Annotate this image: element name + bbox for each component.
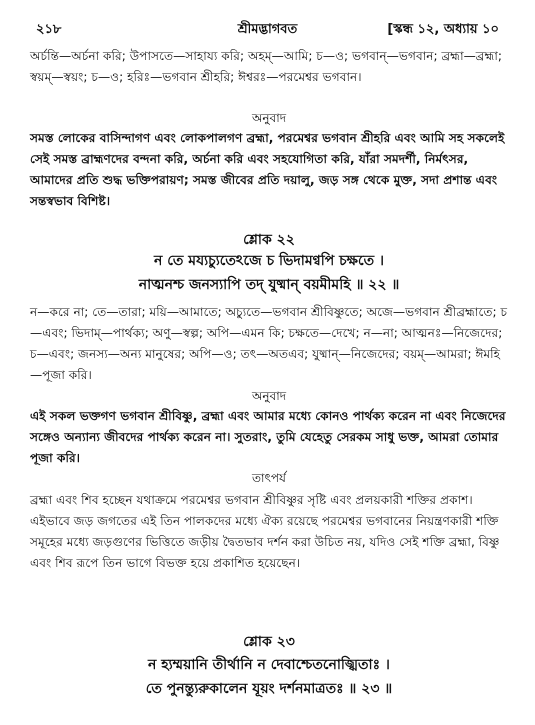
section-reference: [স্কন্ধ ১২, অধ্যায় ১০ [387, 22, 499, 37]
page-number: ২১৮ [36, 22, 62, 37]
verse-heading-22: শ্লোক ২২ [243, 232, 295, 248]
page-header [36, 20, 499, 40]
purport-heading: তাৎপর্য [252, 471, 286, 485]
synonyms-verse-21: অর্চন্তি—অর্চনা করি; উপাসতে—সাহায্য করি; অহম্—আমি; চ—ও; ভগবান্—ভগবান; ব্রহ্মা—ব্রহ্মা; স্বয়ম্—স্বয়ং; চ—ও; হরিঃ—ভগবান শ্রীহরি; ঈশ্বরঃ—পরমেশ্বর ভগবান। [30, 49, 503, 84]
translation-heading-21: অনুবাদ [251, 111, 287, 125]
translation-heading-22: অনুবাদ [251, 389, 287, 403]
book-title: শ্রীমদ্ভাগবত [237, 22, 298, 37]
verse-22-line-1: ন তে ময্যচ্যুতেঽজে চ ভিদামণ্বপি চক্ষতে । [154, 253, 384, 269]
verse-22-line-2: নাত্মনশ্চ জনস্যাপি তদ্ যুষ্মান্ বয়মীমহি ॥ ২২ ॥ [138, 277, 400, 293]
verse-23-line-1: ন হ্যম্ময়ানি তীর্থানি ন দেবাশ্চেতনোজ্ঝিতাঃ । [148, 657, 390, 673]
synonyms-verse-22: ন—করে না; তে—তারা; ময়ি—আমাতে; অচ্যুতে—ভগবান শ্রীবিষ্ণুতে; অজে—ভগবান শ্রীব্রহ্মাতে; চ—এবং; ভিদাম্—পার্থক্য; অণু—স্বল্প; অপি—এমন কি; চক্ষতে—দেখে; ন—না; আত্মনঃ—নিজেদের; চ—এবং; জনস্য—অন্য মানুষের; অপি—ও; তৎ—অতএব; যুষ্মান্—নিজেদের; বয়ম্—আমরা; ঈমহি—পূজা করি। [30, 305, 508, 382]
purport-text: ব্রহ্মা এবং শিব হচ্ছেন যথাক্রমে পরমেশ্বর ভগবান শ্রীবিষ্ণুর সৃষ্টি এবং প্রলয়কারী শক্তির প্রকাশ। এইভাবে জড় জগতের এই তিন পালকদের মধ্যে ঐক্য রয়েছে পরমেশ্বর ভগবানের নিয়ন্ত্রণকারী শক্তি সমূহের মধ্যে জড়গুণের ভিত্তিতে জড়ীয় দ্বৈতভাব দর্শন করা উচিত নয়, যদিও সেই শক্তি ব্রহ্মা, বিষ্ণু এবং শিব রূপে তিন ভাগে বিভক্ত হয়ে প্রকাশিত হয়েছেন। [30, 493, 500, 570]
translation-verse-21: সমস্ত লোকের বাসিন্দাগণ এবং লোকপালগণ ব্রহ্মা, পরমেশ্বর ভগবান শ্রীহরি এবং আমি সহ সকলেই সেই সমস্ত ব্রাহ্মণদের বন্দনা করি, অর্চনা করি এবং সহযোগিতা করি, যাঁরা সমদর্শী, নির্মৎসর, আমাদের প্রতি শুদ্ধ ভক্তিপরায়ণ; সমস্ত জীবের প্রতি দয়ালু, জড় সঙ্গ থেকে মুক্ত, সদা প্রশান্ত এবং সন্তস্বভাব বিশিষ্ট। [30, 131, 505, 208]
verse-23-line-2: তে পুনন্ত্যুরুকালেন যূয়ং দর্শনমাত্রতঃ ॥ ২৩ ॥ [145, 681, 393, 697]
verse-heading-23: শ্লোক ২৩ [243, 634, 295, 650]
translation-verse-22: এই সকল ভক্তগণ ভগবান শ্রীবিষ্ণু, ব্রহ্মা এবং আমার মধ্যে কোনও পার্থক্য করেন না এবং নিজেদের সঙ্গেও অন্যান্য জীবদের পার্থক্য করেন না। সুতরাং, তুমি যেহেতু সেরকম সাধু ভক্ত, আমরা তোমার পূজা করি। [30, 409, 506, 465]
